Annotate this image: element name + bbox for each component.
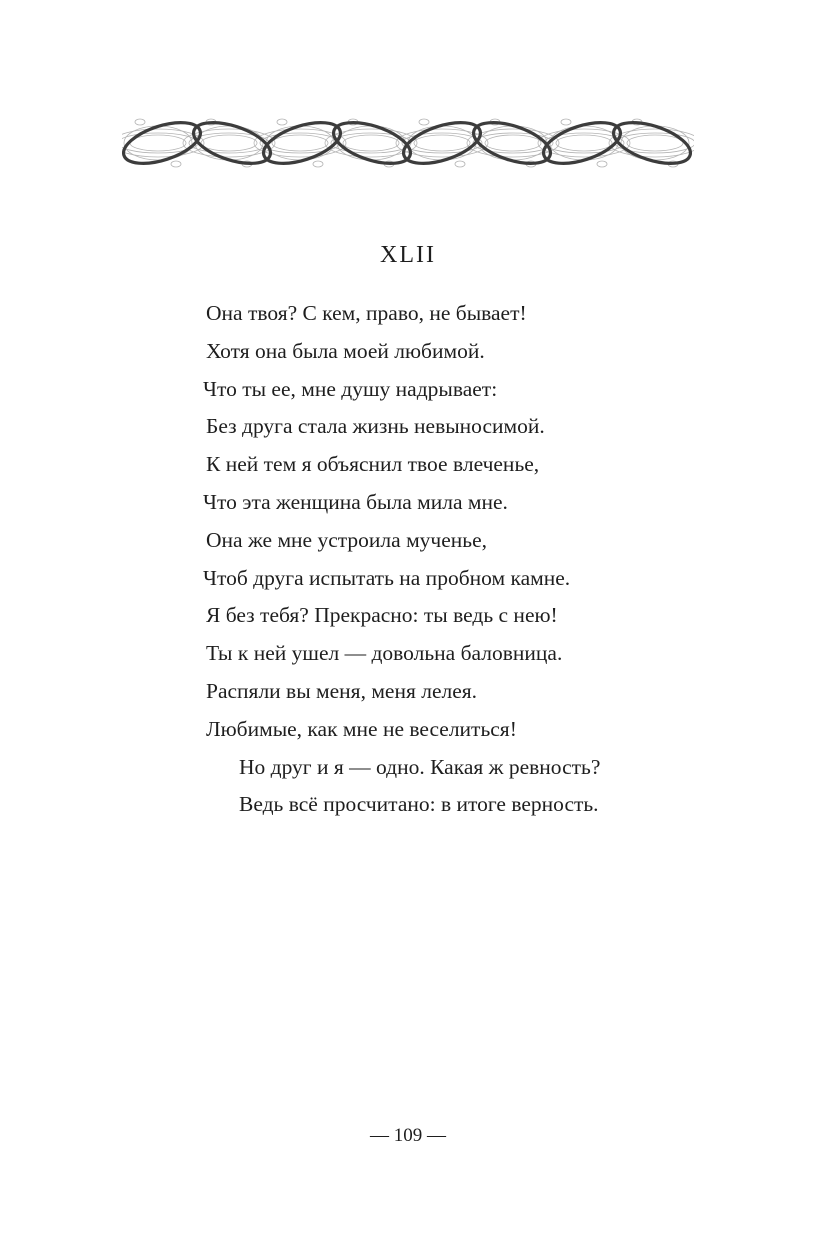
- ornament-loop: [609, 114, 694, 171]
- poem-line: Что эта женщина была мила мне.: [203, 489, 508, 514]
- ornament-loop: [399, 114, 486, 171]
- ornament-curl: [313, 161, 323, 167]
- ornament-strand: [337, 126, 405, 160]
- ornament-curl: [597, 161, 607, 167]
- ornament-strand: [556, 135, 612, 151]
- ornament-strand: [201, 135, 257, 151]
- poem: [203, 295, 763, 824]
- section-heading: XLII: [380, 242, 436, 268]
- poem-line: Что ты ее, мне душу надрывает:: [203, 376, 498, 401]
- poem-line: К ней тем я объяснил твое влеченье,: [206, 452, 540, 477]
- ornament-strand: [195, 126, 263, 160]
- poem-couplet-line: Ведь всё просчитано: в итоге верность.: [239, 792, 599, 817]
- ornament-curl: [419, 119, 429, 125]
- ornament-strand: [479, 126, 547, 160]
- ornament-strand: [621, 126, 689, 160]
- ornament-strand: [414, 135, 470, 151]
- ornament-curl: [135, 119, 145, 125]
- ornament-strand: [343, 135, 399, 151]
- ornament-curl: [171, 161, 181, 167]
- poem-couplet-line: Но друг и я — одно. Какая ж ревность?: [239, 754, 601, 779]
- ornament-strand: [272, 135, 328, 151]
- ornament-curl: [455, 161, 465, 167]
- ornament-strand: [485, 135, 541, 151]
- poem-line: Чтоб друга испытать на пробном камне.: [203, 565, 571, 590]
- poem-line: Она же мне устроила мученье,: [206, 527, 488, 552]
- poem-line: Ты к ней ушел — довольна баловница.: [206, 641, 563, 666]
- ornament-strand: [130, 135, 186, 151]
- poem-line: Я без тебя? Прекрасно: ты ведь с нею!: [206, 603, 558, 628]
- poem-line: Любимые, как мне не веселиться!: [206, 716, 517, 741]
- ornament-loop: [189, 114, 276, 171]
- page-number: — 109 —: [370, 1125, 446, 1146]
- ornament-curl: [277, 119, 287, 125]
- ornament-swirl-icon: [122, 114, 694, 172]
- ornament-strand: [627, 135, 683, 151]
- poem-line: Распяли вы меня, меня лелея.: [206, 678, 478, 703]
- decorative-ornament-divider: [122, 114, 694, 172]
- poem-line: Без друга стала жизнь невыносимой.: [206, 414, 545, 439]
- ornament-loop: [122, 114, 205, 171]
- poem-line: Она твоя? С кем, право, не бывает!: [206, 301, 527, 325]
- ornament-strand: [408, 126, 476, 160]
- ornament-strand: [550, 126, 618, 160]
- ornament-strand: [266, 126, 334, 160]
- ornament-strand: [124, 126, 192, 160]
- ornament-curl: [561, 119, 571, 125]
- poem-line: Хотя она была моей любимой.: [206, 338, 485, 363]
